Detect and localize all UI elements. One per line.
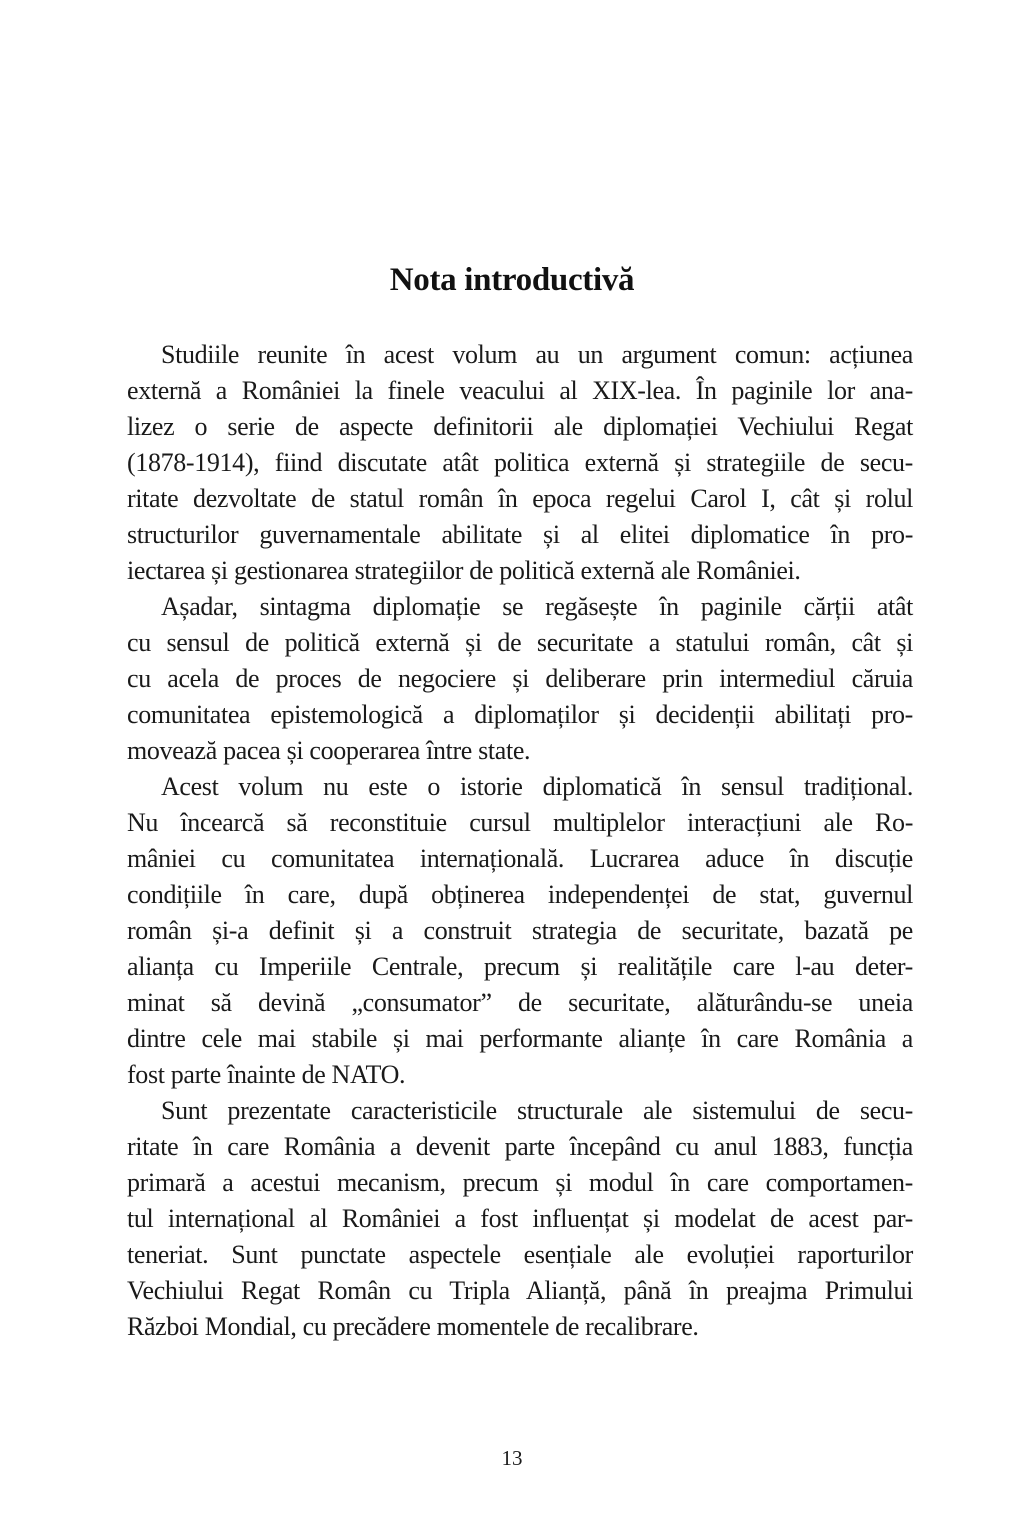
text-line: teneriat. Sunt punctate aspectele esențiale ale evoluției raporturilor — [127, 1240, 913, 1269]
text-line: ritate în care România a devenit parte începând cu anul 1883, funcția — [127, 1132, 913, 1161]
text-line: cu acela de proces de negociere și deliberare prin intermediul căruia — [127, 664, 913, 693]
text-line: tul internațional al României a fost influențat și modelat de acest par- — [127, 1204, 913, 1233]
body-text — [127, 337, 913, 1345]
text-line: alianța cu Imperiile Centrale, precum și realitățile care l-au deter- — [127, 952, 913, 981]
text-line: iectarea și gestionarea strategiilor de politică externă ale României. — [127, 556, 801, 585]
text-line: primară a acestui mecanism, precum și modul în care comportamen- — [127, 1168, 913, 1197]
text-line: Război Mondial, cu precădere momentele de recalibrare. — [127, 1312, 699, 1341]
text-line: externă a României la finele veacului al XIX-lea. În paginile lor ana- — [127, 376, 913, 405]
text-line: movează pacea și cooperarea între state. — [127, 736, 531, 765]
paragraph-2 — [127, 589, 913, 769]
paragraph-1 — [127, 337, 913, 589]
text-line: cu sensul de politică externă și de securitate a statului român, cât și — [127, 628, 913, 657]
text-line: minat să devină „consumator” de securitate, alăturându-se uneia — [127, 988, 913, 1017]
text-line: fost parte înainte de NATO. — [127, 1060, 406, 1089]
text-line: Vechiului Regat Român cu Tripla Alianță, până în preajma Primului — [127, 1276, 913, 1305]
text-line: (1878-1914), fiind discutate atât politica externă și strategiile de secu- — [127, 448, 913, 477]
text-line: structurilor guvernamentale abilitate și al elitei diplomatice în pro- — [127, 520, 913, 549]
text-line: comunitatea epistemologică a diplomaților și decidenții abilitați pro- — [127, 700, 913, 729]
paragraph-4 — [127, 1093, 913, 1345]
text-line: mâniei cu comunitatea internațională. Lucrarea aduce în discuție — [127, 844, 913, 873]
text-line: lizez o serie de aspecte definitorii ale diplomației Vechiului Regat — [127, 412, 913, 441]
text-line: Studiile reunite în acest volum au un argument comun: acțiunea — [161, 340, 913, 369]
text-line: Așadar, sintagma diplomație se regăsește în paginile cărții atât — [161, 592, 913, 621]
paragraph-3 — [127, 769, 913, 1093]
text-line: Sunt prezentate caracteristicile structurale ale sistemului de secu- — [161, 1096, 913, 1125]
text-line: Nu încearcă să reconstituie cursul multiplelor interacțiuni ale Ro- — [127, 808, 913, 837]
text-line: dintre cele mai stabile și mai performante alianțe în care România a — [127, 1024, 913, 1053]
page-title: Nota introductivă — [389, 262, 635, 298]
text-line: ritate dezvoltate de statul român în epoca regelui Carol I, cât și rolul — [127, 484, 913, 513]
page-number: 13 — [501, 1446, 523, 1470]
text-line: condițiile în care, după obținerea independenței de stat, guvernul — [127, 880, 913, 909]
text-line: român și-a definit și a construit strategia de securitate, bazată pe — [127, 916, 913, 945]
text-line: Acest volum nu este o istorie diplomatică în sensul tradițional. — [161, 772, 913, 801]
